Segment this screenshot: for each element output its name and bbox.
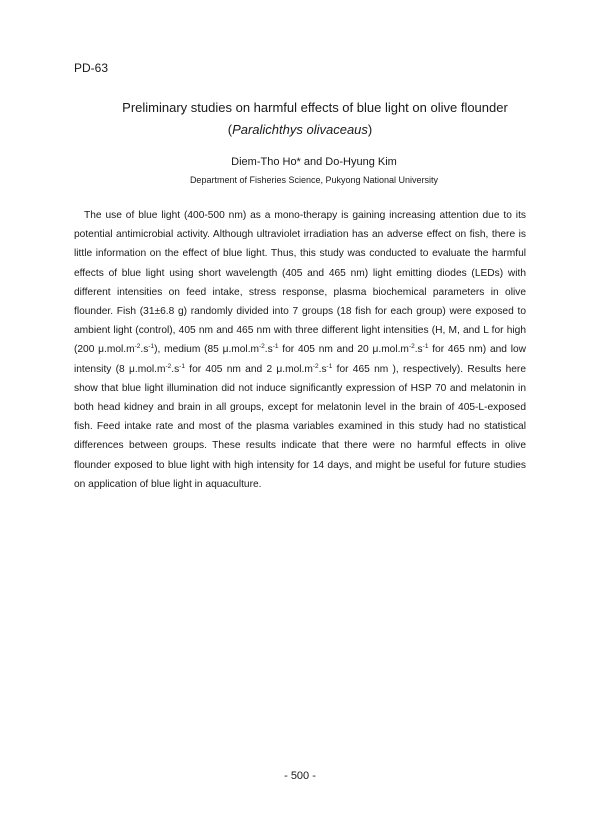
abstract-text-11: for 465 nm ), respectively). Results here show that blue light illumination did not induce significantly expression of HSP 70 and melatonin in both head kidney and brain in all groups, except for melatonin level in the brain of 405-L-exposed fish. Feed intake rate and most of the plasma variables examined in this study had no statistical differences between groups. These results indicate that there were no harmful effects in olive flounder exposed to blue light with high intensity for 14 days, and might be useful for future studies on application of blue light in aquaculture. <box>74 363 526 490</box>
title-line-1: Preliminary studies on harmful effects of blue light on olive flounder <box>122 100 508 115</box>
abstract-text-1: The use of blue light (400-500 nm) as a mono-therapy is gaining increasing attention due to its potential antimicrobial activity. Although ultraviolet irradiation has an adverse effect on fish, there is little information on the effect of blue light. Thus, this study was conducted to evaluate the harmful effects of blue light using short wavelength (405 and 465 nm) light emitting diodes (LEDs) with different intensities on feed intake, stress response, plasma biochemical parameters in olive flounder. Fish (31±6.8 g) randomly divided into 7 groups (18 fish for each group) were exposed to ambient light (control), 405 nm and 465 nm with three different light intensities (H, M, and L for high (200 μ.mol.m <box>74 210 526 356</box>
title-paren-open: ( <box>227 122 233 137</box>
superscript: -2 <box>408 343 415 351</box>
superscript: -2 <box>312 362 319 370</box>
abstract-text-4: .s <box>264 344 273 356</box>
title-paren-close: ) <box>367 122 373 137</box>
paper-code: PD-63 <box>74 61 109 75</box>
title-line-2 <box>0 119 600 141</box>
abstract-text-9: for 405 nm and 2 μ.mol.m <box>184 363 313 375</box>
abstract-paragraph <box>74 206 526 494</box>
page-number: - 500 - <box>284 770 316 782</box>
superscript: -1 <box>272 343 279 351</box>
superscript: -1 <box>148 343 155 351</box>
superscript: -2 <box>165 362 172 370</box>
abstract-text-7: for 465 nm) and low intensity (8 μ.mol.m <box>74 344 526 375</box>
superscript: -1 <box>422 343 429 351</box>
abstract-text-2: .s <box>140 344 149 356</box>
abstract-text-10: .s <box>318 363 327 375</box>
affiliation: Department of Fisheries Science, Pukyong National University <box>189 175 439 185</box>
superscript: -1 <box>179 362 185 370</box>
species-name: Paralichthys olivaceaus <box>232 122 368 137</box>
abstract-text-8: .s <box>171 363 180 375</box>
authors: Diem-Tho Ho* and Do-Hyung Kim <box>231 156 397 168</box>
abstract-text-6: .s <box>414 344 423 356</box>
superscript: -1 <box>326 362 333 370</box>
abstract-text-5: for 405 nm and 20 μ.mol.m <box>278 344 409 356</box>
paper-title <box>0 97 600 141</box>
superscript: -2 <box>134 343 141 351</box>
superscript: -2 <box>259 343 265 351</box>
abstract-text-3: ), medium (85 μ.mol.m <box>154 344 260 356</box>
